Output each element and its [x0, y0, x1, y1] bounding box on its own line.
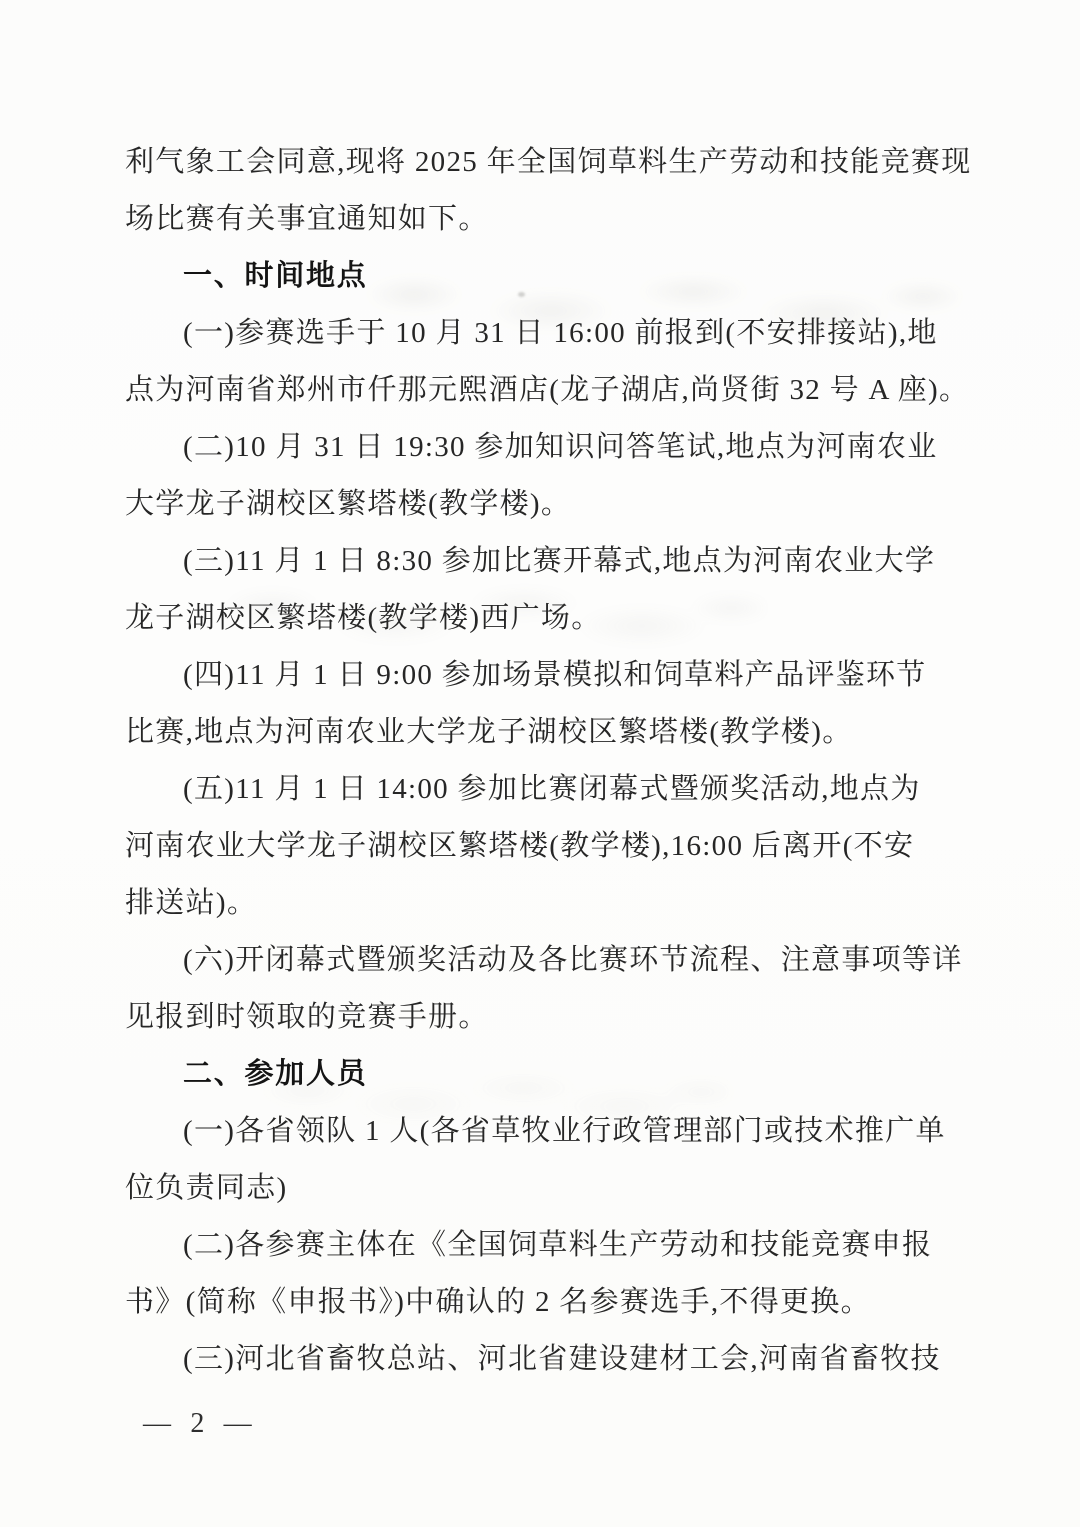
section-heading: 一、时间地点 [183, 260, 368, 292]
text-line: 书》(简称《申报书》)中确认的 2 名参赛选手,不得更换。 [125, 1286, 871, 1318]
text-line: (三)河北省畜牧总站、河北省建设建材工会,河南省畜牧技 [183, 1343, 941, 1375]
text-line: 大学龙子湖校区繁塔楼(教学楼)。 [125, 488, 572, 520]
text-line: 河南农业大学龙子湖校区繁塔楼(教学楼),16:00 后离开(不安 [125, 830, 915, 862]
text-line: (六)开闭幕式暨颁奖活动及各比赛环节流程、注意事项等详 [183, 944, 963, 976]
text-line: 利气象工会同意,现将 2025 年全国饲草料生产劳动和技能竞赛现 [125, 146, 972, 178]
document-body [125, 134, 972, 1388]
text-line: (一)参赛选手于 10 月 31 日 16:00 前报到(不安排接站),地 [183, 317, 938, 349]
section-heading: 二、参加人员 [183, 1058, 368, 1090]
text-line: (二)各参赛主体在《全国饲草料生产劳动和技能竞赛申报 [183, 1229, 933, 1261]
text-line: (四)11 月 1 日 9:00 参加场景模拟和饲草料产品评鉴环节 [183, 659, 927, 691]
text-line: (三)11 月 1 日 8:30 参加比赛开幕式,地点为河南农业大学 [183, 545, 936, 577]
text-line: 龙子湖校区繁塔楼(教学楼)西广场。 [125, 602, 602, 634]
page-number: — 2 — [143, 1408, 258, 1439]
text-line: 见报到时领取的竞赛手册。 [125, 1001, 489, 1033]
text-line: 排送站)。 [125, 887, 258, 919]
text-line: 位负责同志) [125, 1172, 288, 1204]
text-line: (二)10 月 31 日 19:30 参加知识问答笔试,地点为河南农业 [183, 431, 938, 463]
text-line: 场比赛有关事宜通知如下。 [125, 203, 489, 235]
text-line: 比赛,地点为河南农业大学龙子湖校区繁塔楼(教学楼)。 [125, 716, 853, 748]
text-line: (一)各省领队 1 人(各省草牧业行政管理部门或技术推广单 [183, 1115, 946, 1147]
text-line: 点为河南省郑州市仟那元熙酒店(龙子湖店,尚贤街 32 号 A 座)。 [125, 374, 970, 406]
text-line: (五)11 月 1 日 14:00 参加比赛闭幕式暨颁奖活动,地点为 [183, 773, 921, 805]
